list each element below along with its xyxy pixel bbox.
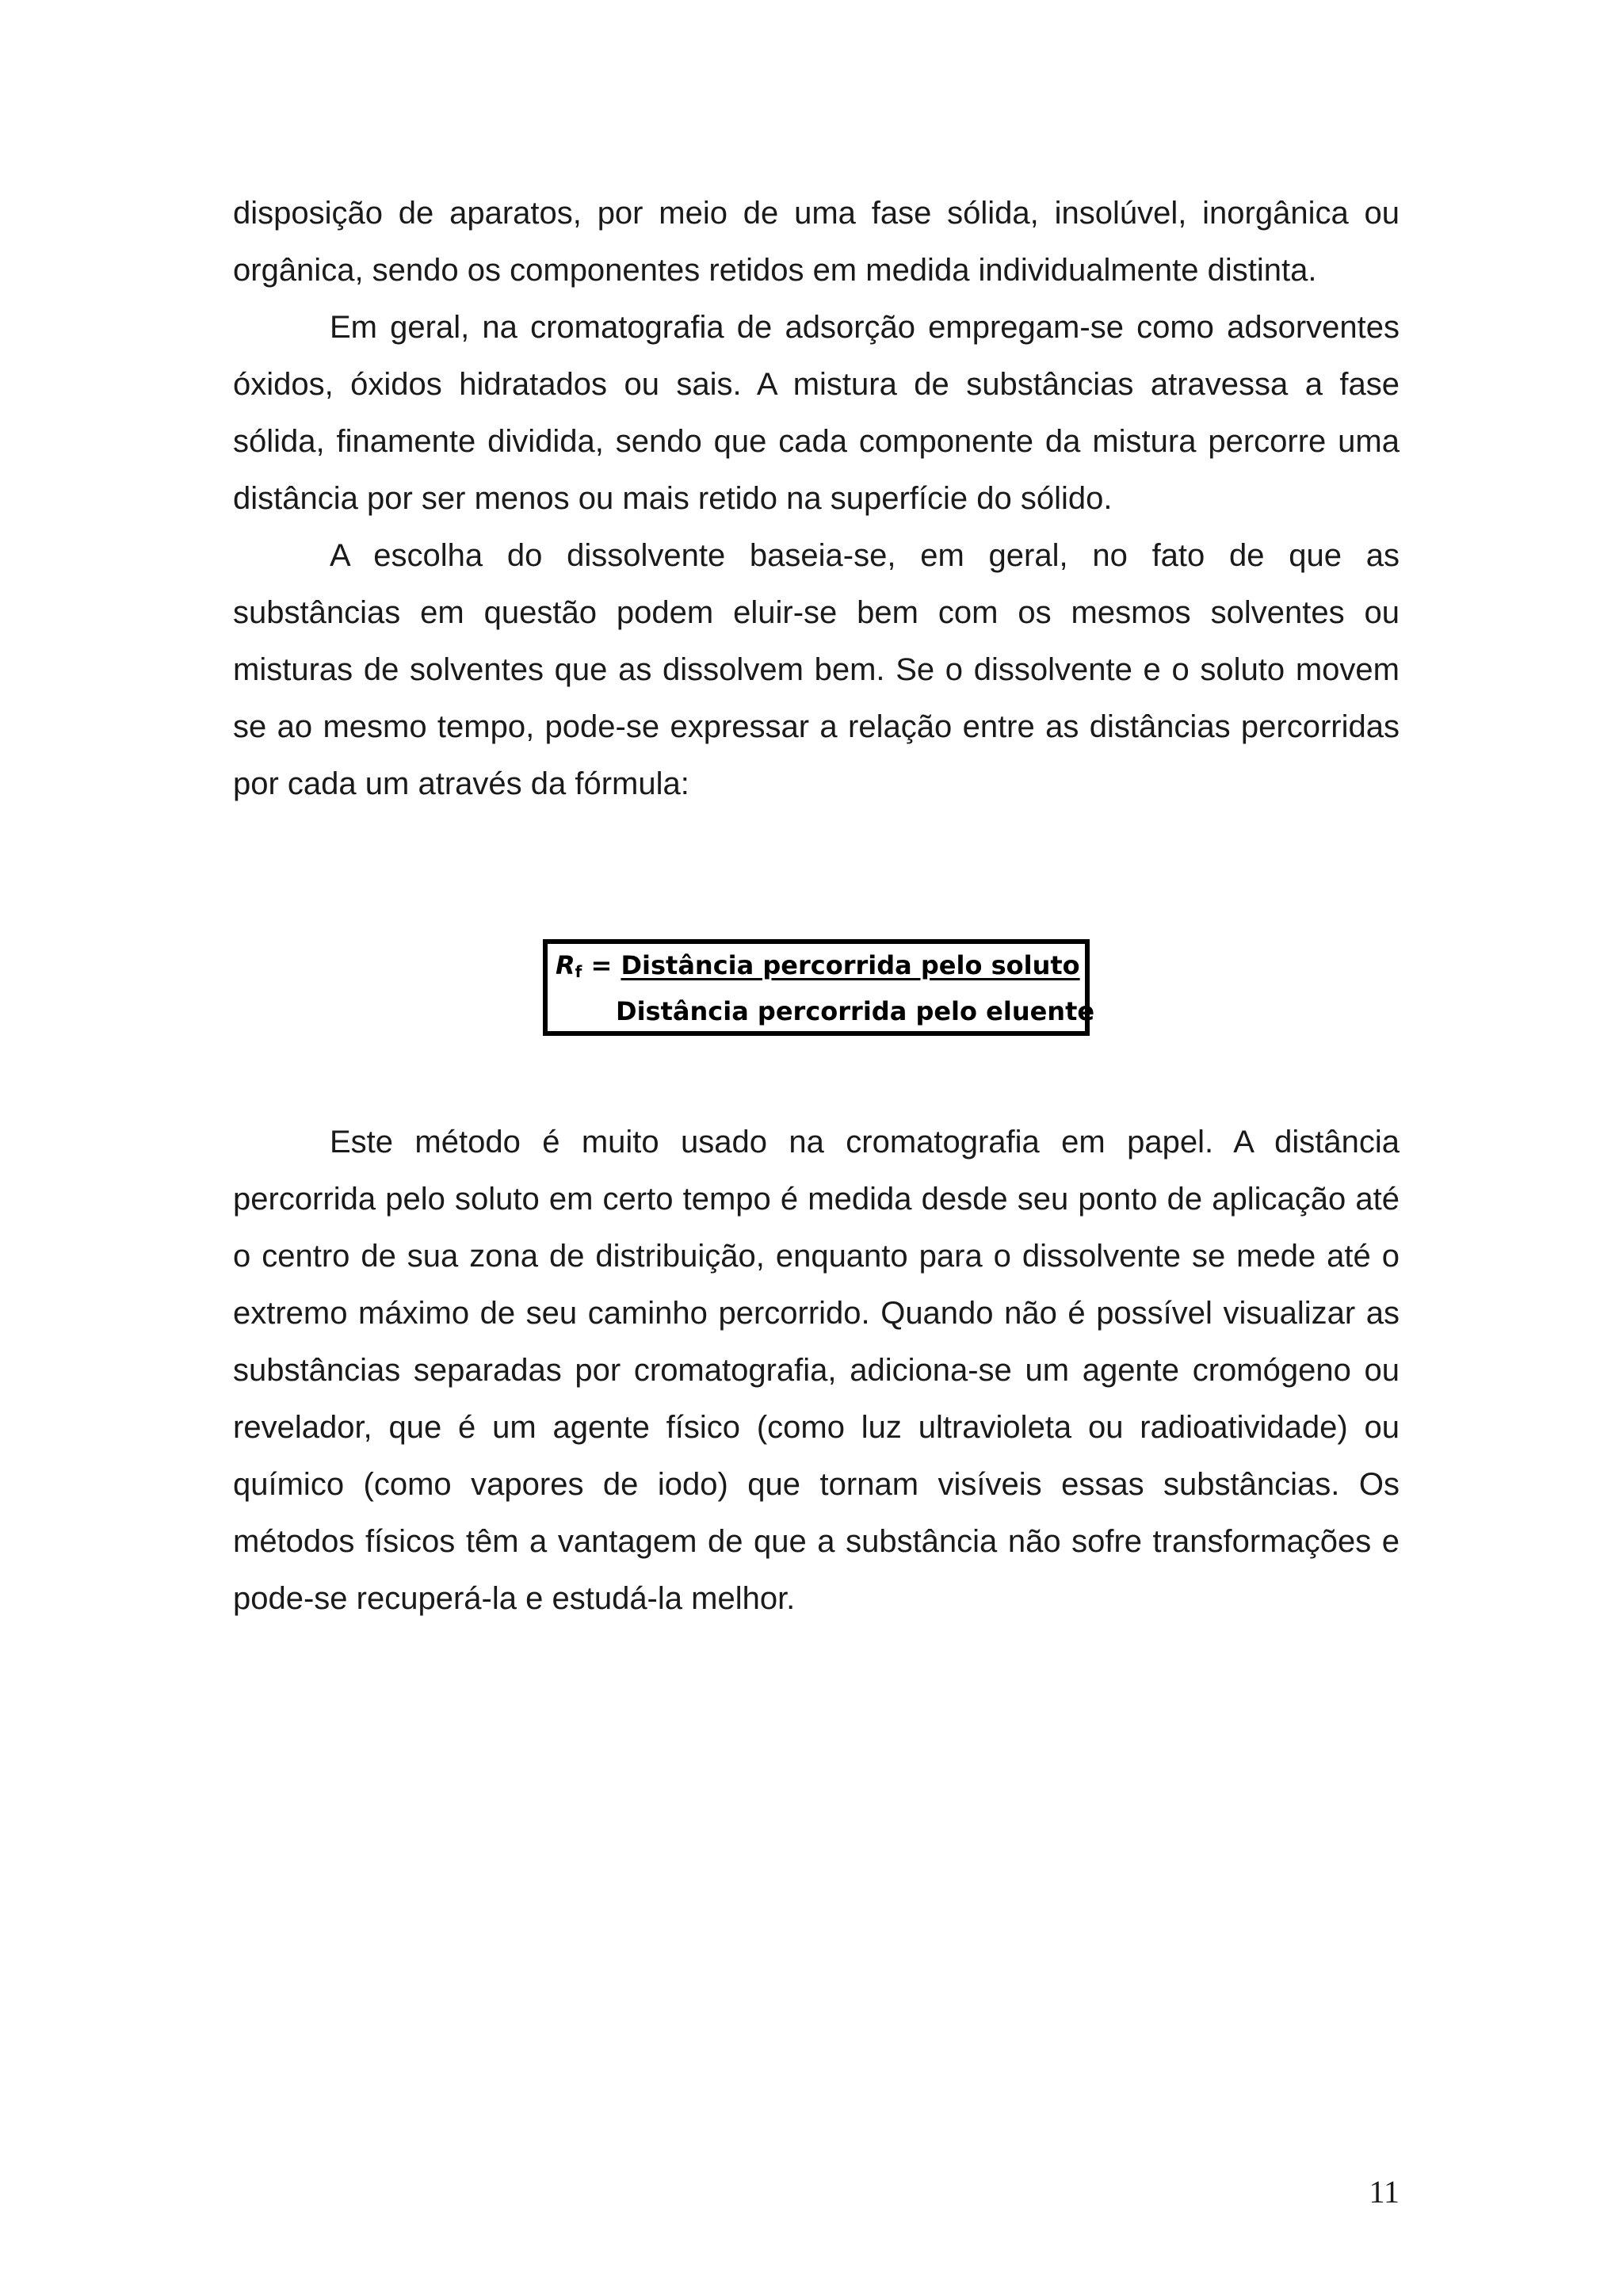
rf-formula-box xyxy=(543,939,1095,1036)
body-text-top xyxy=(233,185,1400,812)
formula-subscript: f xyxy=(575,962,582,981)
paragraph: Este método é muito usado na cromatografia em papel. A distância percorrida pelo soluto em certo tempo é medida desde seu ponto de aplicação até o centro de sua zona de distribuição, enquanto para o dissolvente se mede até o extremo máximo de seu caminho percorrido. Quando não é possível visualizar as substâncias separadas por cromatografia, adiciona-se um agente cromógeno ou revelador, que é um agente físico (como luz ultravioleta ou radioatividade) ou químico (como vapores de iodo) que tornam visíveis essas substâncias. Os métodos físicos têm a vantagem de que a substância não sofre transformações e pode-se recuperá-la e estudá-la melhor. xyxy=(233,1125,1400,1616)
formula-numerator: Distância percorrida pelo soluto xyxy=(621,950,1080,980)
page-number: 11 xyxy=(1369,2174,1400,2210)
formula-symbol: Rf xyxy=(556,950,582,981)
paragraph: disposição de aparatos, por meio de uma fase sólida, insolúvel, inorgânica ou orgânica, sendo os componentes retidos em medida individualmente distinta. xyxy=(233,196,1400,288)
formula-denominator: Distância percorrida pelo eluente xyxy=(616,996,1095,1026)
formula-equals: = xyxy=(582,950,621,980)
paragraph: A escolha do dissolvente baseia-se, em geral, no fato de que as substâncias em questão podem eluir-se bem com os mesmos solventes ou misturas de solventes que as dissolvem bem. Se o dissolvente e o soluto movem se ao mesmo tempo, pode-se expressar a relação entre as distâncias percorridas por cada um através da fórmula: xyxy=(233,538,1400,801)
paragraph: Em geral, na cromatografia de adsorção empregam-se como adsorventes óxidos, óxidos hidratados ou sais. A mistura de substâncias atravessa a fase sólida, finamente dividida, sendo que cada componente da mistura percorre uma distância por ser menos ou mais retido na superfície do sólido. xyxy=(233,310,1400,516)
formula-denominator-line xyxy=(616,996,1094,1026)
formula-numerator-line xyxy=(556,950,1080,981)
body-text-bottom xyxy=(233,1114,1400,1627)
